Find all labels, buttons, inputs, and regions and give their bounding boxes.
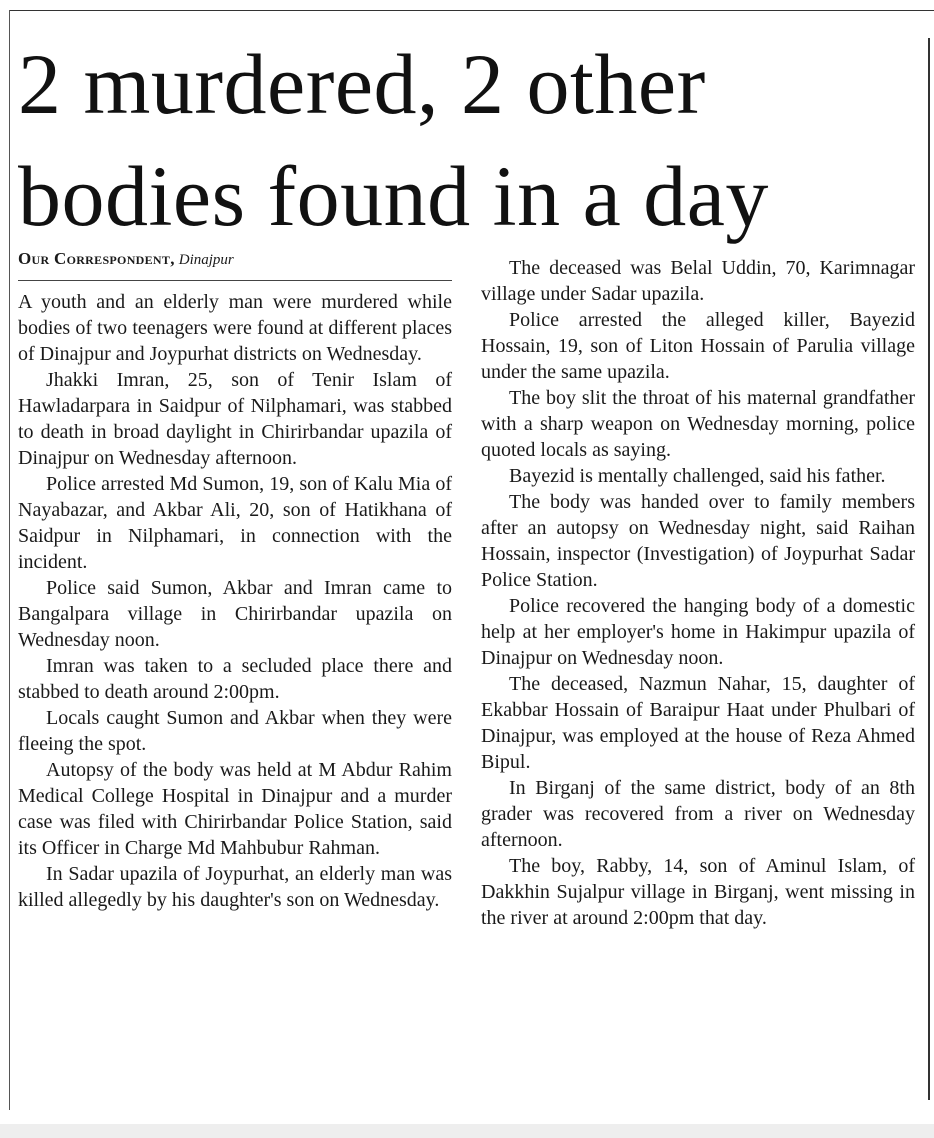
byline-author: Our Correspondent, [18, 249, 175, 268]
paragraph: Police arrested the alleged killer, Bayezid Hossain, 19, son of Liton Hossain of Parulia village under the same upazila. [481, 309, 915, 383]
headline-line-2: bodies found in a day [18, 148, 769, 244]
headline [18, 28, 923, 252]
bottom-margin-strip [0, 1124, 934, 1138]
paragraph: In Birganj of the same district, body of an 8th grader was recovered from a river on Wednesday afternoon. [481, 777, 915, 851]
paragraph: Police arrested Md Sumon, 19, son of Kalu Mia of Nayabazar, and Akbar Ali, 20, son of Hatikhana of Saidpur in Nilphamari, in connection with the incident. [18, 473, 452, 573]
paragraph: Bayezid is mentally challenged, said his father. [509, 465, 886, 487]
top-border-rule [9, 10, 934, 11]
paragraph: The boy, Rabby, 14, son of Aminul Islam, of Dakkhin Sujalpur village in Birganj, went missing in the river at around 2:00pm that day. [481, 855, 915, 929]
paragraph: A youth and an elderly man were murdered while bodies of two teenagers were found at different places of Dinajpur and Joypurhat districts on Wednesday. [18, 291, 452, 365]
paragraph: In Sadar upazila of Joypurhat, an elderly man was killed allegedly by his daughter's son on Wednesday. [18, 863, 452, 911]
byline-divider [18, 280, 452, 281]
byline [18, 249, 458, 270]
headline-line-1: 2 murdered, 2 other [18, 36, 706, 132]
byline-location: Dinajpur [178, 252, 234, 268]
paragraph: The boy slit the throat of his maternal grandfather with a sharp weapon on Wednesday morning, police quoted locals as saying. [481, 387, 915, 461]
paragraph: The body was handed over to family members after an autopsy on Wednesday night, said Raihan Hossain, inspector (Investigation) of Joypurhat Sadar Police Station. [481, 491, 915, 591]
paragraph: Locals caught Sumon and Akbar when they were fleeing the spot. [18, 707, 452, 755]
article-column-right [481, 255, 915, 931]
paragraph: The deceased, Nazmun Nahar, 15, daughter of Ekabbar Hossain of Baraipur Haat under Phulbari of Dinajpur, was employed at the house of Reza Ahmed Bipul. [481, 673, 915, 773]
article-column-left [18, 289, 452, 913]
paragraph: Police recovered the hanging body of a domestic help at her employer's home in Hakimpur upazila of Dinajpur on Wednesday noon. [481, 595, 915, 669]
right-border-rule [928, 38, 930, 1100]
paragraph: Jhakki Imran, 25, son of Tenir Islam of Hawladarpara in Saidpur of Nilphamari, was stabbed to death in broad daylight in Chirirbandar upazila of Dinajpur on Wednesday afternoon. [18, 369, 452, 469]
left-border-rule [9, 10, 10, 1110]
paragraph: Imran was taken to a secluded place there and stabbed to death around 2:00pm. [18, 655, 452, 703]
paragraph: Police said Sumon, Akbar and Imran came to Bangalpara village in Chirirbandar upazila on Wednesday noon. [18, 577, 452, 651]
paragraph: The deceased was Belal Uddin, 70, Karimnagar village under Sadar upazila. [481, 257, 915, 305]
paragraph: Autopsy of the body was held at M Abdur Rahim Medical College Hospital in Dinajpur and a murder case was filed with Chirirbandar Police Station, said its Officer in Charge Md Mahbubur Rahman. [18, 759, 452, 859]
